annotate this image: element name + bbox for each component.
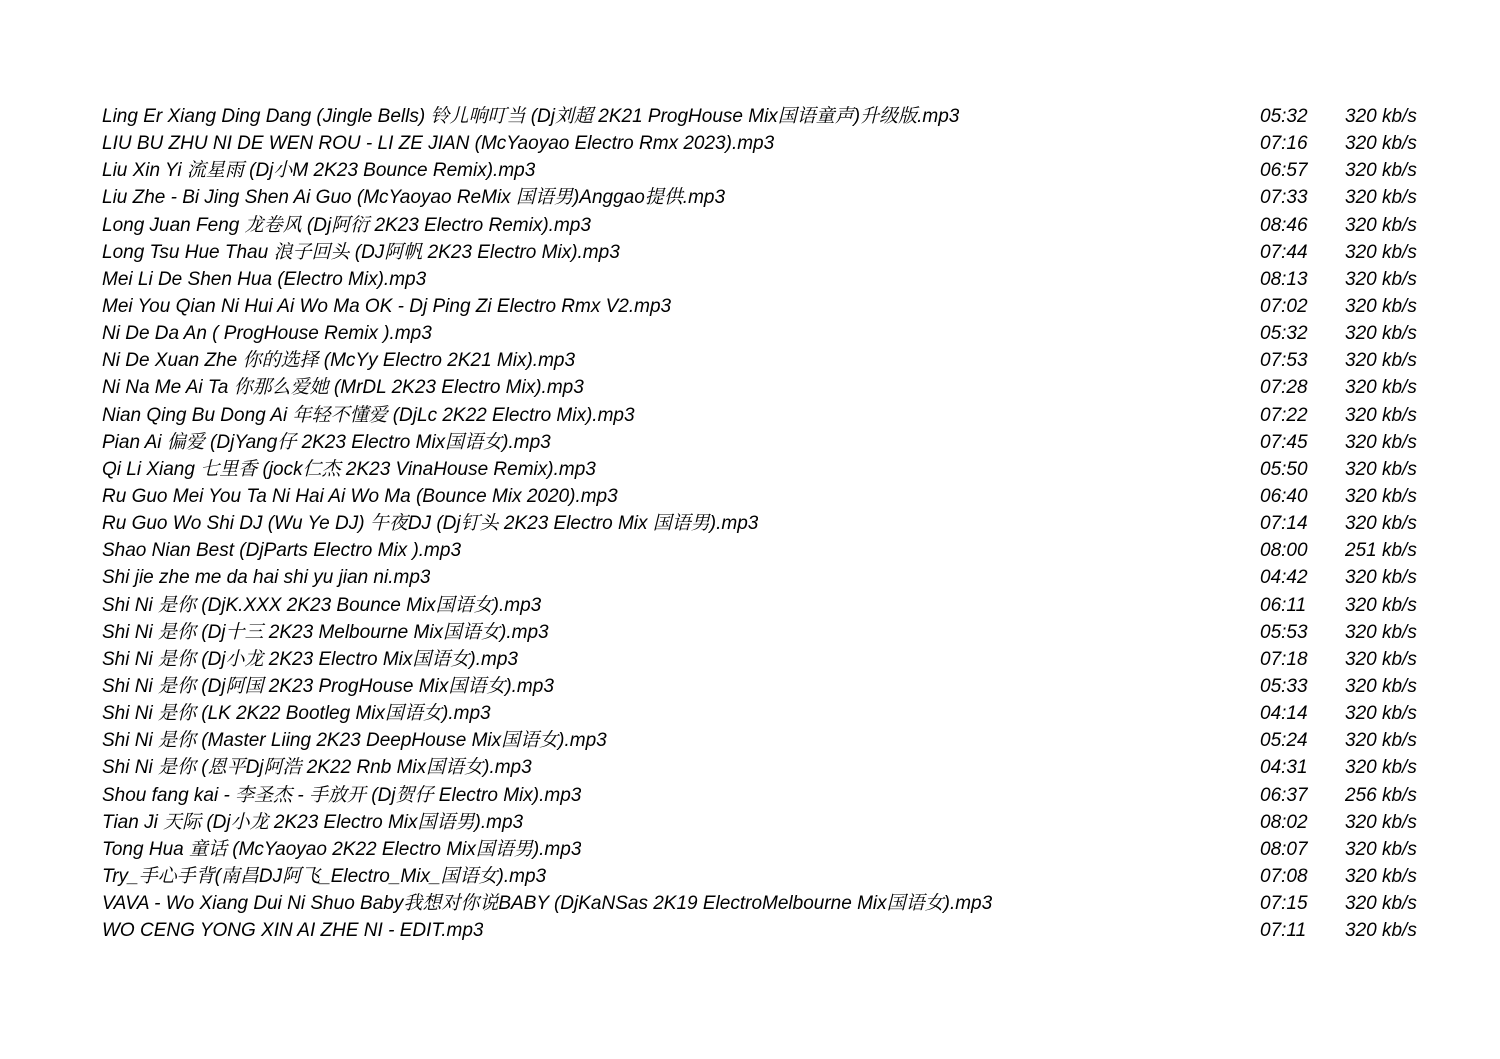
track-bitrate: 320 kb/s bbox=[1345, 865, 1417, 887]
track-row bbox=[102, 917, 1432, 944]
track-duration: 07:15 bbox=[1260, 893, 1308, 915]
track-filename: Shi Ni 是你 (Dj十三 2K23 Melbourne Mix国语女).mp3 bbox=[102, 621, 549, 643]
track-bitrate: 320 kb/s bbox=[1345, 703, 1417, 725]
track-duration: 08:02 bbox=[1260, 811, 1308, 833]
track-row bbox=[102, 429, 1432, 456]
track-row bbox=[102, 320, 1432, 347]
track-duration: 07:11 bbox=[1260, 920, 1307, 942]
track-bitrate: 320 kb/s bbox=[1345, 160, 1417, 182]
track-filename: Mei Li De Shen Hua (Electro Mix).mp3 bbox=[102, 268, 427, 290]
track-duration: 07:08 bbox=[1260, 865, 1308, 887]
track-filename: Shi Ni 是你 (Dj阿国 2K23 ProgHouse Mix国语女).mp3 bbox=[102, 675, 554, 697]
track-duration: 05:50 bbox=[1260, 458, 1308, 480]
track-filename: Shao Nian Best (DjParts Electro Mix ).mp3 bbox=[102, 540, 462, 562]
track-duration: 06:37 bbox=[1260, 784, 1308, 806]
track-duration: 04:31 bbox=[1260, 757, 1308, 779]
track-row bbox=[102, 483, 1432, 510]
track-duration: 07:44 bbox=[1260, 241, 1308, 263]
track-row bbox=[102, 564, 1432, 591]
track-row bbox=[102, 700, 1432, 727]
track-row bbox=[102, 212, 1432, 239]
track-duration: 08:07 bbox=[1260, 838, 1308, 860]
track-row bbox=[102, 836, 1432, 863]
track-row bbox=[102, 374, 1432, 401]
track-duration: 05:53 bbox=[1260, 621, 1308, 643]
track-filename: Liu Xin Yi 流星雨 (Dj小M 2K23 Bounce Remix).mp3 bbox=[102, 160, 536, 182]
track-filename: VAVA - Wo Xiang Dui Ni Shuo Baby我想对你说BABY (DjKaNSas 2K19 ElectroMelbourne Mix国语女).mp3 bbox=[102, 893, 993, 915]
track-bitrate: 320 kb/s bbox=[1345, 404, 1417, 426]
track-filename: Shi Ni 是你 (恩平Dj阿浩 2K22 Rnb Mix国语女).mp3 bbox=[102, 757, 532, 779]
track-bitrate: 320 kb/s bbox=[1345, 594, 1417, 616]
track-filename: Shi jie zhe me da hai shi yu jian ni.mp3 bbox=[102, 567, 431, 589]
track-filename: Long Tsu Hue Thau 浪子回头 (DJ阿帆 2K23 Electro Mix).mp3 bbox=[102, 241, 620, 263]
track-duration: 06:40 bbox=[1260, 485, 1308, 507]
track-filename: Ru Guo Wo Shi DJ (Wu Ye DJ) 午夜DJ (Dj钉头 2K23 Electro Mix 国语男).mp3 bbox=[102, 513, 759, 535]
track-filename: Nian Qing Bu Dong Ai 年轻不懂爱 (DjLc 2K22 Electro Mix).mp3 bbox=[102, 404, 635, 426]
track-filename: Long Juan Feng 龙卷风 (Dj阿衍 2K23 Electro Remix).mp3 bbox=[102, 214, 591, 236]
track-duration: 05:33 bbox=[1260, 675, 1308, 697]
track-duration: 07:14 bbox=[1260, 513, 1308, 535]
track-row bbox=[102, 130, 1432, 157]
track-duration: 07:18 bbox=[1260, 648, 1308, 670]
track-bitrate: 320 kb/s bbox=[1345, 431, 1417, 453]
track-duration: 08:46 bbox=[1260, 214, 1308, 236]
track-duration: 05:32 bbox=[1260, 323, 1308, 345]
track-bitrate: 320 kb/s bbox=[1345, 241, 1417, 263]
track-duration: 07:02 bbox=[1260, 295, 1308, 317]
track-bitrate: 320 kb/s bbox=[1345, 675, 1417, 697]
track-duration: 04:14 bbox=[1260, 703, 1308, 725]
track-bitrate: 320 kb/s bbox=[1345, 187, 1417, 209]
track-row bbox=[102, 510, 1432, 537]
track-row bbox=[102, 782, 1432, 809]
track-bitrate: 320 kb/s bbox=[1345, 811, 1417, 833]
track-bitrate: 320 kb/s bbox=[1345, 920, 1417, 942]
track-row bbox=[102, 103, 1432, 130]
track-row bbox=[102, 184, 1432, 211]
track-row bbox=[102, 754, 1432, 781]
track-duration: 07:28 bbox=[1260, 377, 1308, 399]
track-filename: Shi Ni 是你 (Dj小龙 2K23 Electro Mix国语女).mp3 bbox=[102, 648, 518, 670]
track-bitrate: 320 kb/s bbox=[1345, 295, 1417, 317]
track-filename: Liu Zhe - Bi Jing Shen Ai Guo (McYaoyao ReMix 国语男)Anggao提供.mp3 bbox=[102, 187, 726, 209]
track-filename: Shou fang kai - 李圣杰 - 手放开 (Dj贺仔 Electro Mix).mp3 bbox=[102, 784, 582, 806]
track-bitrate: 320 kb/s bbox=[1345, 377, 1417, 399]
track-bitrate: 320 kb/s bbox=[1345, 133, 1417, 155]
track-row bbox=[102, 456, 1432, 483]
track-filename: Tian Ji 天际 (Dj小龙 2K23 Electro Mix国语男).mp3 bbox=[102, 811, 524, 833]
track-row bbox=[102, 239, 1432, 266]
track-filename: Tong Hua 童话 (McYaoyao 2K22 Electro Mix国语男).mp3 bbox=[102, 838, 582, 860]
track-bitrate: 251 kb/s bbox=[1345, 540, 1417, 562]
track-row bbox=[102, 863, 1432, 890]
track-filename: Ni De Xuan Zhe 你的选择 (McYy Electro 2K21 Mix).mp3 bbox=[102, 350, 576, 372]
track-filename: Pian Ai 偏爱 (DjYang仔 2K23 Electro Mix国语女).mp3 bbox=[102, 431, 551, 453]
track-row bbox=[102, 402, 1432, 429]
track-row bbox=[102, 266, 1432, 293]
track-row bbox=[102, 673, 1432, 700]
track-row bbox=[102, 619, 1432, 646]
track-filename: Qi Li Xiang 七里香 (jock仁杰 2K23 VinaHouse Remix).mp3 bbox=[102, 458, 596, 480]
track-filename: Ling Er Xiang Ding Dang (Jingle Bells) 铃儿响叮当 (Dj刘超 2K21 ProgHouse Mix国语童声)升级版.mp3 bbox=[102, 106, 960, 127]
track-row bbox=[102, 347, 1432, 374]
track-duration: 08:00 bbox=[1260, 540, 1308, 562]
track-bitrate: 320 kb/s bbox=[1345, 757, 1417, 779]
track-filename: WO CENG YONG XIN AI ZHE NI - EDIT.mp3 bbox=[102, 920, 484, 942]
track-row bbox=[102, 646, 1432, 673]
track-bitrate: 320 kb/s bbox=[1345, 730, 1417, 752]
track-row bbox=[102, 293, 1432, 320]
track-filename: Mei You Qian Ni Hui Ai Wo Ma OK - Dj Ping Zi Electro Rmx V2.mp3 bbox=[102, 295, 672, 317]
track-bitrate: 320 kb/s bbox=[1345, 268, 1417, 290]
track-filename: LIU BU ZHU NI DE WEN ROU - LI ZE JIAN (McYaoyao Electro Rmx 2023).mp3 bbox=[102, 133, 775, 155]
track-row bbox=[102, 727, 1432, 754]
track-duration: 07:16 bbox=[1260, 133, 1308, 155]
track-row bbox=[102, 809, 1432, 836]
track-filename: Shi Ni 是你 (DjK.XXX 2K23 Bounce Mix国语女).mp3 bbox=[102, 594, 542, 616]
track-duration: 06:57 bbox=[1260, 160, 1308, 182]
track-bitrate: 320 kb/s bbox=[1345, 893, 1417, 915]
track-filename: Ni Na Me Ai Ta 你那么爱她 (MrDL 2K23 Electro Mix).mp3 bbox=[102, 377, 584, 399]
track-row bbox=[102, 157, 1432, 184]
track-duration: 07:53 bbox=[1260, 350, 1308, 372]
track-bitrate: 256 kb/s bbox=[1345, 784, 1417, 806]
track-bitrate: 320 kb/s bbox=[1345, 214, 1417, 236]
track-bitrate: 320 kb/s bbox=[1345, 458, 1417, 480]
track-bitrate: 320 kb/s bbox=[1345, 567, 1417, 589]
track-filename: Ni De Da An ( ProgHouse Remix ).mp3 bbox=[102, 323, 432, 345]
track-duration: 07:45 bbox=[1260, 431, 1308, 453]
track-bitrate: 320 kb/s bbox=[1345, 513, 1417, 535]
track-bitrate: 320 kb/s bbox=[1345, 323, 1417, 345]
track-duration: 05:32 bbox=[1260, 106, 1308, 127]
track-filename: Shi Ni 是你 (Master Liing 2K23 DeepHouse Mix国语女).mp3 bbox=[102, 730, 607, 752]
track-row bbox=[102, 537, 1432, 564]
track-bitrate: 320 kb/s bbox=[1345, 838, 1417, 860]
track-row bbox=[102, 592, 1432, 619]
track-bitrate: 320 kb/s bbox=[1345, 106, 1417, 127]
track-bitrate: 320 kb/s bbox=[1345, 648, 1417, 670]
track-filename: Shi Ni 是你 (LK 2K22 Bootleg Mix国语女).mp3 bbox=[102, 703, 491, 725]
track-bitrate: 320 kb/s bbox=[1345, 350, 1417, 372]
track-duration: 06:11 bbox=[1260, 594, 1307, 616]
track-filename: Ru Guo Mei You Ta Ni Hai Ai Wo Ma (Bounce Mix 2020).mp3 bbox=[102, 485, 618, 507]
track-duration: 07:22 bbox=[1260, 404, 1308, 426]
track-filename: Try_手心手背(南昌DJ阿飞_Electro_Mix_国语女).mp3 bbox=[102, 865, 547, 887]
track-duration: 05:24 bbox=[1260, 730, 1308, 752]
track-duration: 07:33 bbox=[1260, 187, 1308, 209]
track-duration: 04:42 bbox=[1260, 567, 1308, 589]
track-row bbox=[102, 890, 1432, 917]
track-list bbox=[102, 103, 1432, 944]
track-duration: 08:13 bbox=[1260, 268, 1308, 290]
track-bitrate: 320 kb/s bbox=[1345, 485, 1417, 507]
track-bitrate: 320 kb/s bbox=[1345, 621, 1417, 643]
